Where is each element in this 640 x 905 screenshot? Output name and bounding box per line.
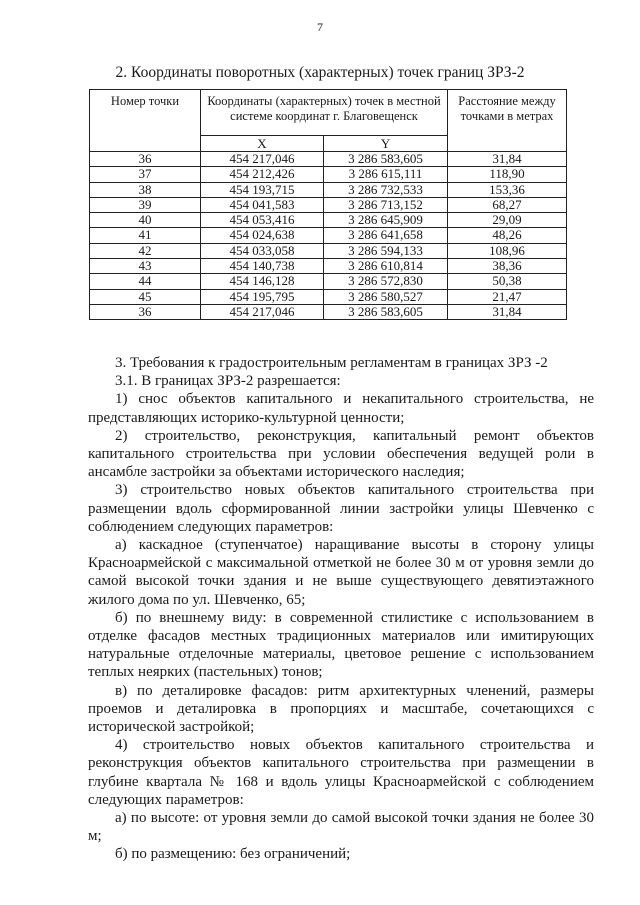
paragraph: 3.1. В границах ЗРЗ-2 разрешается: — [115, 373, 341, 390]
table-row — [90, 274, 567, 289]
table-row — [90, 197, 567, 212]
table-cell-y: 3 286 713,152 — [324, 197, 448, 212]
table-row — [90, 167, 567, 182]
paragraph: а) каскадное (ступенчатое) наращивание высоты в сторону улицы Красноармейской с максимальной отметкой не более 30 м от уровня земли до самой высокой точки здания и не выше существующего девятиэтажного жилого дома по ул. Шевченко, 65; — [88, 537, 594, 608]
table-cell-num: 43 — [90, 259, 201, 274]
table-cell-d: 118,90 — [448, 167, 567, 182]
header-point-number: Номер точки — [90, 90, 201, 152]
table-cell-d: 48,26 — [448, 228, 567, 243]
table-cell-x: 454 140,738 — [201, 259, 324, 274]
table-cell-num: 37 — [90, 167, 201, 182]
table-row — [90, 304, 567, 319]
table-cell-d: 21,47 — [448, 289, 567, 304]
table-cell-y: 3 286 583,605 — [324, 304, 448, 319]
header-coordinates: Координаты (характерных) точек в местной системе координат г. Благовещенск — [201, 90, 448, 136]
table-cell-num: 39 — [90, 197, 201, 212]
table-row — [90, 243, 567, 258]
header-x: X — [201, 136, 324, 152]
body-text — [88, 354, 594, 864]
table-cell-x: 454 193,715 — [201, 182, 324, 197]
table-cell-d: 108,96 — [448, 243, 567, 258]
table-cell-x: 454 217,046 — [201, 304, 324, 319]
table-row — [90, 259, 567, 274]
table-cell-x: 454 024,638 — [201, 228, 324, 243]
coordinates-table — [89, 89, 567, 320]
table-cell-d: 50,38 — [448, 274, 567, 289]
table-cell-num: 36 — [90, 152, 201, 167]
paragraph: 3. Требования к градостроительным регламентам в границах ЗРЗ -2 — [115, 355, 548, 371]
table-cell-y: 3 286 583,605 — [324, 152, 448, 167]
table-cell-y: 3 286 572,830 — [324, 274, 448, 289]
table-cell-x: 454 053,416 — [201, 213, 324, 228]
table-cell-x: 454 195,795 — [201, 289, 324, 304]
table-cell-x: 454 041,583 — [201, 197, 324, 212]
table-cell-num: 41 — [90, 228, 201, 243]
table-row — [90, 152, 567, 167]
table-row — [90, 182, 567, 197]
paragraph: 4) строительство новых объектов капитального строительства и реконструкция объектов капитального строительства при размещении в глубине квартала № 168 и вдоль улицы Красноармейской с соблюдением следующих параметров: — [88, 737, 594, 808]
table-cell-y: 3 286 580,527 — [324, 289, 448, 304]
header-y: Y — [324, 136, 448, 152]
page-number: 7 — [317, 20, 323, 34]
table-row — [90, 289, 567, 304]
paragraph: 2) строительство, реконструкция, капитальный ремонт объектов капитального строительства при условии обеспечения ведущей роли в ансамбле застройки за объектами исторического наследия; — [88, 427, 594, 481]
paragraph: в) по деталировке фасадов: ритм архитектурных членений, размеры проемов и деталировка в пропорциях и масштабе, сочетающихся с исторической застройкой; — [88, 682, 594, 736]
table-cell-y: 3 286 610,814 — [324, 259, 448, 274]
table-cell-d: 31,84 — [448, 152, 567, 167]
table-cell-num: 44 — [90, 274, 201, 289]
table-row — [90, 228, 567, 243]
table-cell-num: 45 — [90, 289, 201, 304]
table-row — [90, 213, 567, 228]
table-cell-d: 153,36 — [448, 182, 567, 197]
table-cell-y: 3 286 641,658 — [324, 228, 448, 243]
header-distance: Расстояние между точками в метрах — [448, 90, 567, 152]
table-cell-y: 3 286 594,133 — [324, 243, 448, 258]
table-cell-d: 31,84 — [448, 304, 567, 319]
table-cell-x: 454 217,046 — [201, 152, 324, 167]
table-cell-d: 38,36 — [448, 259, 567, 274]
table-cell-x: 454 033,058 — [201, 243, 324, 258]
paragraph: б) по внешнему виду: в современной стилистике с использованием в отделке фасадов местных традиционных материалов или имитирующих натуральные отделочные материалы, цветовое решение с использованием теплых неярких (пастельных) тонов; — [88, 609, 594, 681]
paragraph: 1) снос объектов капитального и некапитального строительства, не представляющих историко-культурной ценности; — [88, 391, 594, 426]
table-cell-x: 454 146,128 — [201, 274, 324, 289]
table-cell-d: 29,09 — [448, 213, 567, 228]
table-cell-num: 42 — [90, 243, 201, 258]
table-cell-num: 36 — [90, 304, 201, 319]
table-cell-y: 3 286 645,909 — [324, 213, 448, 228]
table-cell-y: 3 286 732,533 — [324, 182, 448, 197]
table-cell-d: 68,27 — [448, 197, 567, 212]
table-cell-num: 40 — [90, 213, 201, 228]
paragraph: а) по высоте: от уровня земли до самой высокой точки здания не более 30 м; — [88, 810, 594, 845]
table-cell-x: 454 212,426 — [201, 167, 324, 182]
paragraph: 3) строительство новых объектов капитального строительства при размещении вдоль сформированной линии застройки улицы Шевченко с соблюдением следующих параметров: — [88, 482, 594, 535]
table-cell-num: 38 — [90, 182, 201, 197]
paragraph: б) по размещению: без ограничений; — [115, 846, 351, 863]
table-cell-y: 3 286 615,111 — [324, 167, 448, 182]
section-title: 2. Координаты поворотных (характерных) точек границ ЗРЗ-2 — [115, 64, 525, 81]
